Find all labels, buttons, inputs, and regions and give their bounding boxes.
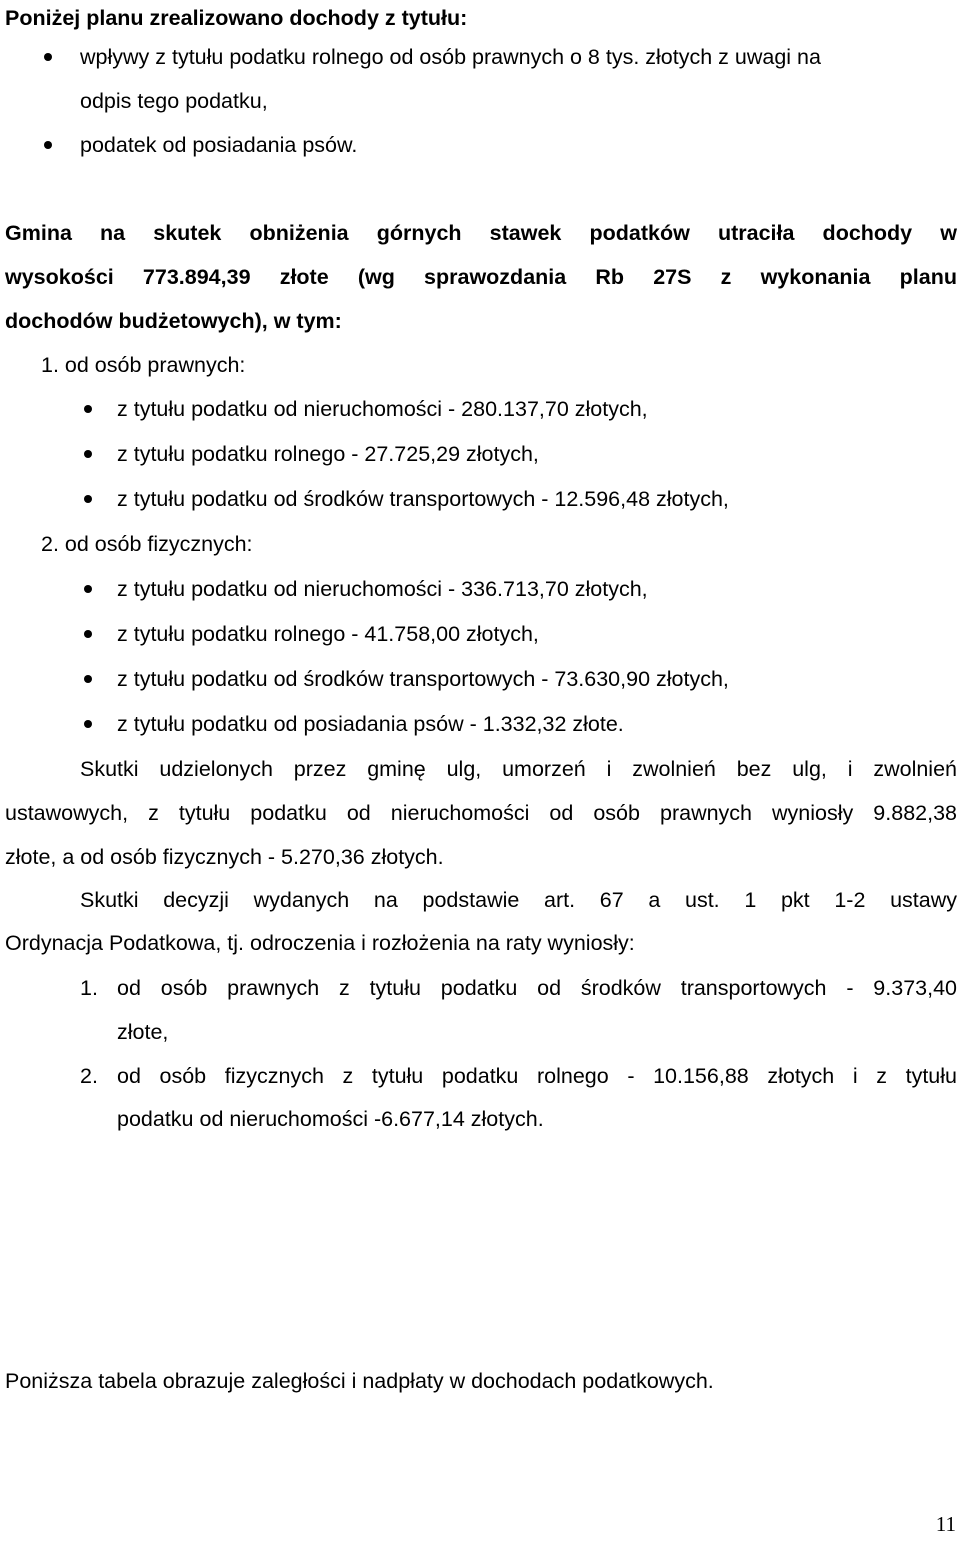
numbered-item-1-number: 1. [80, 976, 98, 1000]
decisions-paragraph-line2: Ordynacja Podatkowa, tj. odroczenia i rozłożenia na raty wyniosły: [5, 931, 635, 955]
relief-paragraph-line1: Skutki udzielonych przez gminę ulg, umorzeń i zwolnień bez ulg, i zwolnień [80, 757, 957, 781]
group1-item-3: z tytułu podatku od środków transportowych - 12.596,48 złotych, [117, 487, 729, 511]
intro-bullet-1-line1: wpływy z tytułu podatku rolnego od osób prawnych o 8 tys. złotych z uwagi na [80, 45, 821, 69]
intro-bullet-1-line2: odpis tego podatku, [80, 89, 268, 113]
group2-item-3: z tytułu podatku od środków transportowych - 73.630,90 złotych, [117, 667, 729, 691]
bullet-dot [44, 141, 52, 149]
bullet-dot [84, 720, 92, 728]
numbered-item-1-line1: od osób prawnych z tytułu podatku od środków transportowych - 9.373,40 [117, 976, 957, 1000]
numbered-item-2-line1: od osób fizycznych z tytułu podatku rolnego - 10.156,88 złotych i z tytułu [117, 1064, 957, 1088]
bullet-dot [84, 630, 92, 638]
intro-bullet-2: podatek od posiadania psów. [80, 133, 358, 157]
bullet-dot [84, 585, 92, 593]
bullet-dot [84, 495, 92, 503]
bold-paragraph-line3: dochodów budżetowych), w tym: [5, 309, 342, 333]
bullet-dot [84, 405, 92, 413]
bullet-dot [44, 53, 52, 61]
table-intro-line: Poniższa tabela obrazuje zaległości i nadpłaty w dochodach podatkowych. [5, 1369, 714, 1393]
group2-item-2: z tytułu podatku rolnego - 41.758,00 złotych, [117, 622, 539, 646]
numbered-item-1-line2: złote, [117, 1020, 169, 1044]
section-heading: Poniżej planu zrealizowano dochody z tytułu: [5, 6, 468, 30]
bold-paragraph-line2: wysokości 773.894,39 złote (wg sprawozdania Rb 27S z wykonania planu [5, 265, 957, 289]
page-number: 11 [935, 1512, 956, 1536]
group2-item-4: z tytułu podatku od posiadania psów - 1.332,32 złote. [117, 712, 624, 736]
group1-item-1: z tytułu podatku od nieruchomości - 280.137,70 złotych, [117, 397, 648, 421]
group2-item-1: z tytułu podatku od nieruchomości - 336.713,70 złotych, [117, 577, 648, 601]
group1-item-2: z tytułu podatku rolnego - 27.725,29 złotych, [117, 442, 539, 466]
bullet-dot [84, 450, 92, 458]
bullet-dot [84, 675, 92, 683]
relief-paragraph-line3: złote, a od osób fizycznych - 5.270,36 złotych. [5, 845, 444, 869]
relief-paragraph-line2: ustawowych, z tytułu podatku od nieruchomości od osób prawnych wyniosły 9.882,38 [5, 801, 957, 825]
group-label-legal-persons: 1. od osób prawnych: [41, 353, 246, 377]
numbered-item-2-line2: podatku od nieruchomości -6.677,14 złotych. [117, 1107, 544, 1131]
decisions-paragraph-line1: Skutki decyzji wydanych na podstawie art. 67 a ust. 1 pkt 1-2 ustawy [80, 888, 957, 912]
group-label-natural-persons: 2. od osób fizycznych: [41, 532, 253, 556]
numbered-item-2-number: 2. [80, 1064, 98, 1088]
bold-paragraph-line1: Gmina na skutek obniżenia górnych stawek podatków utraciła dochody w [5, 221, 957, 245]
